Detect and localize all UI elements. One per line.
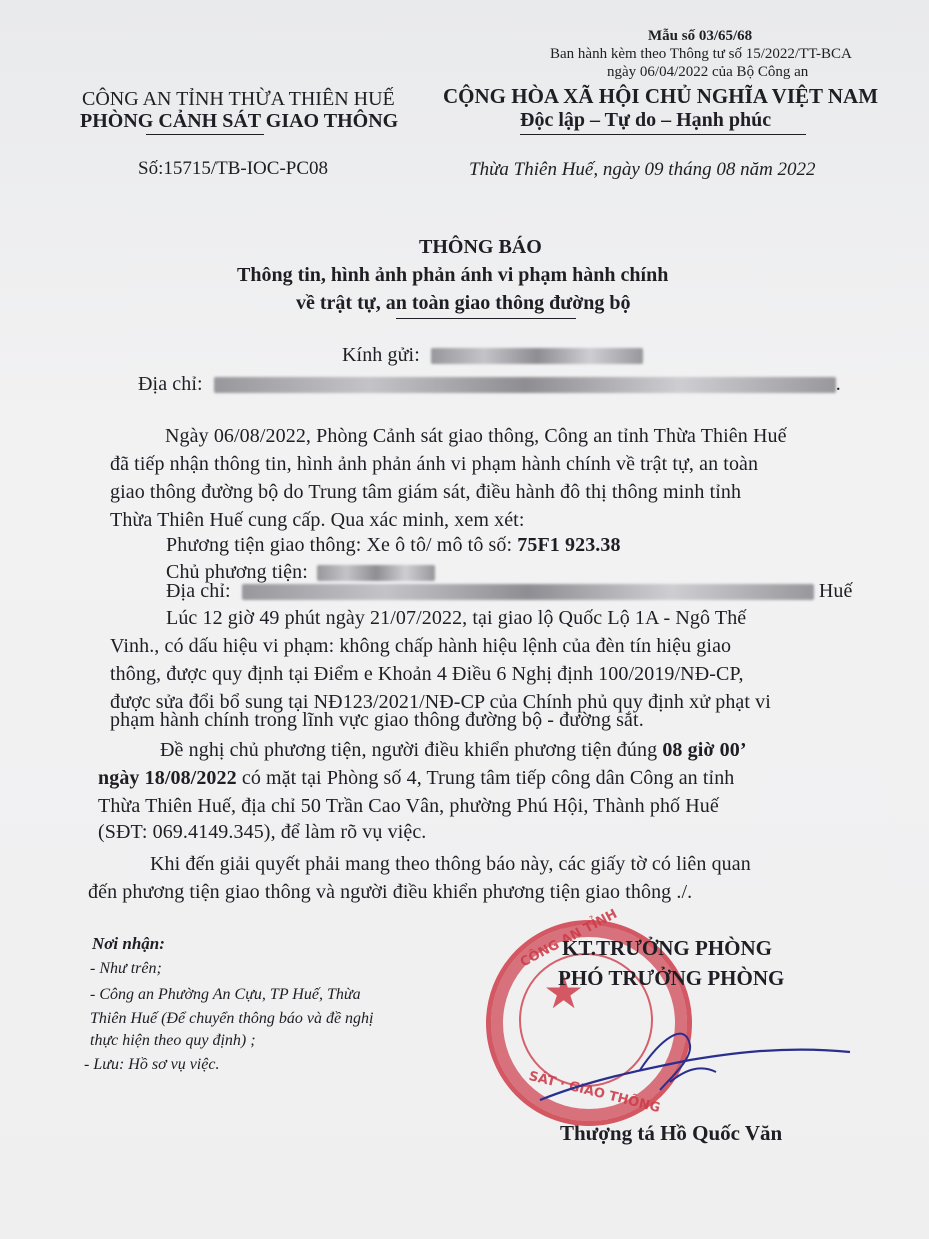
- recipient-address-end: .: [835, 373, 841, 395]
- violation-line-5: phạm hành chính trong lĩnh vực giao thông đường bộ - đường sắt.: [110, 709, 644, 731]
- seal-text-top: CÔNG AN TỈNH: [517, 906, 620, 971]
- closing-line-1: Khi đến giải quyết phải mang theo thông báo này, các giấy tờ có liên quan: [150, 853, 751, 875]
- violation-line-4: được sửa đổi bổ sung tại NĐ123/2021/NĐ-CP của Chính phủ quy định xử phạt vi: [110, 691, 771, 713]
- request-line-2: [98, 767, 734, 790]
- form-code: Mẫu số 03/65/68: [648, 28, 753, 44]
- redacted-owner-address: [242, 584, 814, 600]
- signature-title-2: PHÓ TRƯỞNG PHÒNG: [558, 966, 785, 990]
- notice-subtitle-1: Thông tin, hình ảnh phản ánh vi phạm hành chính: [237, 264, 669, 286]
- place-date: Thừa Thiên Huế, ngày 09 tháng 08 năm 2022: [469, 159, 816, 180]
- recipients-item-2-line-3: thực hiện theo quy định) ;: [90, 1032, 256, 1049]
- request-text-1: Đề nghị chủ phương tiện, người điều khiển phương tiện đúng: [160, 739, 658, 761]
- notice-title: THÔNG BÁO: [419, 236, 542, 258]
- violation-line-3: thông, được quy định tại Điểm e Khoản 4 Điều 6 Nghị định 100/2019/NĐ-CP,: [110, 663, 744, 685]
- paragraph-1-line-2: đã tiếp nhận thông tin, hình ảnh phản ánh vi phạm hành chính về trật tự, an toàn: [110, 453, 759, 475]
- request-text-2: có mặt tại Phòng số 4, Trung tâm tiếp công dân Công an tỉnh: [241, 767, 735, 789]
- vehicle-line: [166, 534, 621, 557]
- recipient-address-label: Địa chỉ:: [138, 373, 203, 395]
- redacted-owner-name: [317, 565, 435, 581]
- redacted-recipient-address: [214, 377, 836, 393]
- recipients-item-1: - Như trên;: [90, 960, 162, 977]
- seal-star-icon: ★: [543, 965, 585, 1019]
- form-issued-line2: ngày 06/04/2022 của Bộ Công an: [607, 64, 809, 80]
- owner-address-line: [166, 580, 853, 603]
- document-number: Số:15715/TB-IOC-PC08: [138, 158, 329, 179]
- recipient-label: Kính gửi:: [342, 344, 420, 366]
- agency-department: PHÒNG CẢNH SÁT GIAO THÔNG: [80, 110, 399, 132]
- violation-line-1: Lúc 12 giờ 49 phút ngày 21/07/2022, tại giao lộ Quốc Lộ 1A - Ngô Thế: [166, 607, 747, 629]
- request-line-3: Thừa Thiên Huế, địa chỉ 50 Trần Cao Vân, phường Phú Hội, Thành phố Huế: [98, 795, 719, 817]
- request-line-4: (SĐT: 069.4149.345), để làm rõ vụ việc.: [98, 821, 427, 843]
- request-line-1: [160, 739, 747, 762]
- handwritten-signature: [520, 1000, 860, 1120]
- form-issued-line1: Ban hành kèm theo Thông tư số 15/2022/TT-BCA: [550, 46, 852, 62]
- title-underline: [396, 318, 576, 319]
- recipients-heading: Nơi nhận:: [92, 934, 165, 953]
- recipient-address-line: [138, 373, 841, 396]
- paragraph-1-line-1: Ngày 06/08/2022, Phòng Cảnh sát giao thông, Công an tỉnh Thừa Thiên Huế: [165, 425, 787, 447]
- appointment-date: ngày 18/08/2022: [98, 767, 237, 789]
- owner-address-label: Địa chỉ:: [166, 580, 231, 602]
- redacted-recipient-name: [431, 348, 643, 364]
- motto-underline: [520, 134, 806, 135]
- closing-line-2: đến phương tiện giao thông và người điều khiển phương tiện giao thông ./.: [88, 881, 693, 903]
- owner-address-end: Huế: [818, 580, 853, 602]
- vehicle-plate: 75F1 923.38: [517, 534, 621, 556]
- signature-title-1: KT.TRƯỞNG PHÒNG: [562, 936, 772, 960]
- recipients-item-3: - Lưu: Hồ sơ vụ việc.: [84, 1056, 220, 1073]
- agency-underline: [146, 134, 264, 135]
- recipients-item-2-line-2: Thiên Huế (Để chuyển thông báo và đề nghị: [90, 1010, 374, 1027]
- appointment-time: 08 giờ 00’: [662, 739, 747, 761]
- nation-motto: Độc lập – Tự do – Hạnh phúc: [520, 109, 772, 131]
- nation-title: CỘNG HÒA XÃ HỘI CHỦ NGHĨA VIỆT NAM: [443, 84, 879, 108]
- owner-label: Chủ phương tiện:: [166, 561, 308, 583]
- vehicle-label: Phương tiện giao thông: Xe ô tô/ mô tô số:: [166, 534, 513, 556]
- agency-name: CÔNG AN TỈNH THỪA THIÊN HUẾ: [82, 88, 395, 110]
- recipients-item-2-line-1: - Công an Phường An Cựu, TP Huế, Thừa: [90, 986, 361, 1003]
- paragraph-1-line-3: giao thông đường bộ do Trung tâm giám sát, điều hành đô thị thông minh tỉnh: [110, 481, 742, 503]
- violation-line-2: Vinh., có dấu hiệu vi phạm: không chấp hành hiệu lệnh của đèn tín hiệu giao: [110, 635, 732, 657]
- recipient-line: [342, 344, 643, 367]
- notice-subtitle-2: về trật tự, an toàn giao thông đường bộ: [296, 292, 631, 314]
- paragraph-1-line-4: Thừa Thiên Huế cung cấp. Qua xác minh, xem xét:: [110, 509, 525, 531]
- signer-name: Thượng tá Hồ Quốc Văn: [560, 1121, 783, 1145]
- seal-text-bottom: SÁT · GIAO THÔNG: [527, 1068, 662, 1117]
